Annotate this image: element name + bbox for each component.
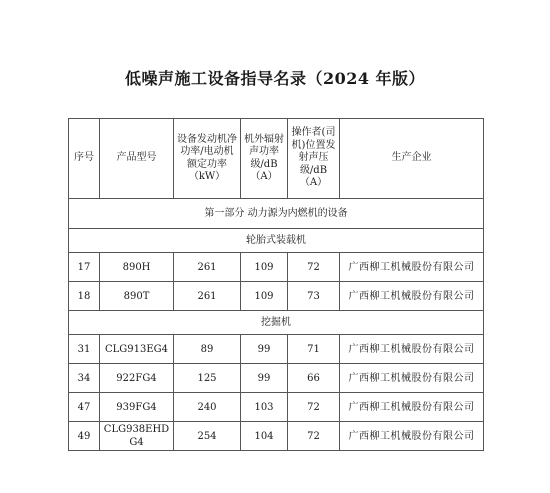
cell-operator-level: 72: [288, 253, 340, 282]
table-row: [69, 393, 484, 422]
cell-model: 890T: [100, 282, 174, 311]
cell-power: 125: [174, 364, 241, 393]
cell-operator-level: 73: [288, 282, 340, 311]
cell-model: CLG913EG4: [100, 335, 174, 364]
equipment-table: [68, 118, 484, 451]
table-row: [69, 335, 484, 364]
cell-sound-power: 103: [241, 393, 288, 422]
cell-manufacturer: 广西柳工机械股份有限公司: [340, 422, 484, 451]
table-row: [69, 282, 484, 311]
cell-manufacturer: 广西柳工机械股份有限公司: [340, 364, 484, 393]
cell-power: 254: [174, 422, 241, 451]
cell-power: 261: [174, 253, 241, 282]
part-title: 第一部分 动力源为内燃机的设备: [69, 199, 484, 229]
table-row: [69, 253, 484, 282]
table-body: [69, 199, 484, 451]
cell-power: 89: [174, 335, 241, 364]
cell-manufacturer: 广西柳工机械股份有限公司: [340, 253, 484, 282]
cell-power: 261: [174, 282, 241, 311]
header-model: 产品型号: [100, 119, 174, 199]
cell-sound-power: 104: [241, 422, 288, 451]
category-row: [69, 229, 484, 253]
header-sound-power: 机外辐射声功率级/dB（A）: [241, 119, 288, 199]
table-row: [69, 422, 484, 451]
cell-operator-level: 71: [288, 335, 340, 364]
cell-no: 47: [69, 393, 100, 422]
cell-model: CLG938EHD G4: [100, 422, 174, 451]
cell-manufacturer: 广西柳工机械股份有限公司: [340, 393, 484, 422]
part-title-row: [69, 199, 484, 229]
table-header-row: [69, 119, 484, 199]
header-operator-level: 操作者(司机)位置发射声压级/dB（A）: [288, 119, 340, 199]
category-row: [69, 311, 484, 335]
cell-no: 17: [69, 253, 100, 282]
category-name: 挖掘机: [69, 311, 484, 335]
cell-sound-power: 99: [241, 335, 288, 364]
category-name: 轮胎式装载机: [69, 229, 484, 253]
cell-manufacturer: 广西柳工机械股份有限公司: [340, 282, 484, 311]
header-power: 设备发动机净功率/电动机额定功率（kW）: [174, 119, 241, 199]
cell-no: 49: [69, 422, 100, 451]
cell-no: 31: [69, 335, 100, 364]
cell-power: 240: [174, 393, 241, 422]
cell-sound-power: 99: [241, 364, 288, 393]
cell-model: 890H: [100, 253, 174, 282]
page-title: 低噪声施工设备指导名录（2024 年版）: [124, 69, 426, 88]
cell-operator-level: 66: [288, 364, 340, 393]
cell-operator-level: 72: [288, 422, 340, 451]
header-manufacturer: 生产企业: [340, 119, 484, 199]
cell-model: 922FG4: [100, 364, 174, 393]
cell-manufacturer: 广西柳工机械股份有限公司: [340, 335, 484, 364]
cell-sound-power: 109: [241, 282, 288, 311]
cell-operator-level: 72: [288, 393, 340, 422]
cell-model: 939FG4: [100, 393, 174, 422]
table-row: [69, 364, 484, 393]
cell-no: 18: [69, 282, 100, 311]
header-no: 序号: [69, 119, 100, 199]
cell-no: 34: [69, 364, 100, 393]
cell-sound-power: 109: [241, 253, 288, 282]
